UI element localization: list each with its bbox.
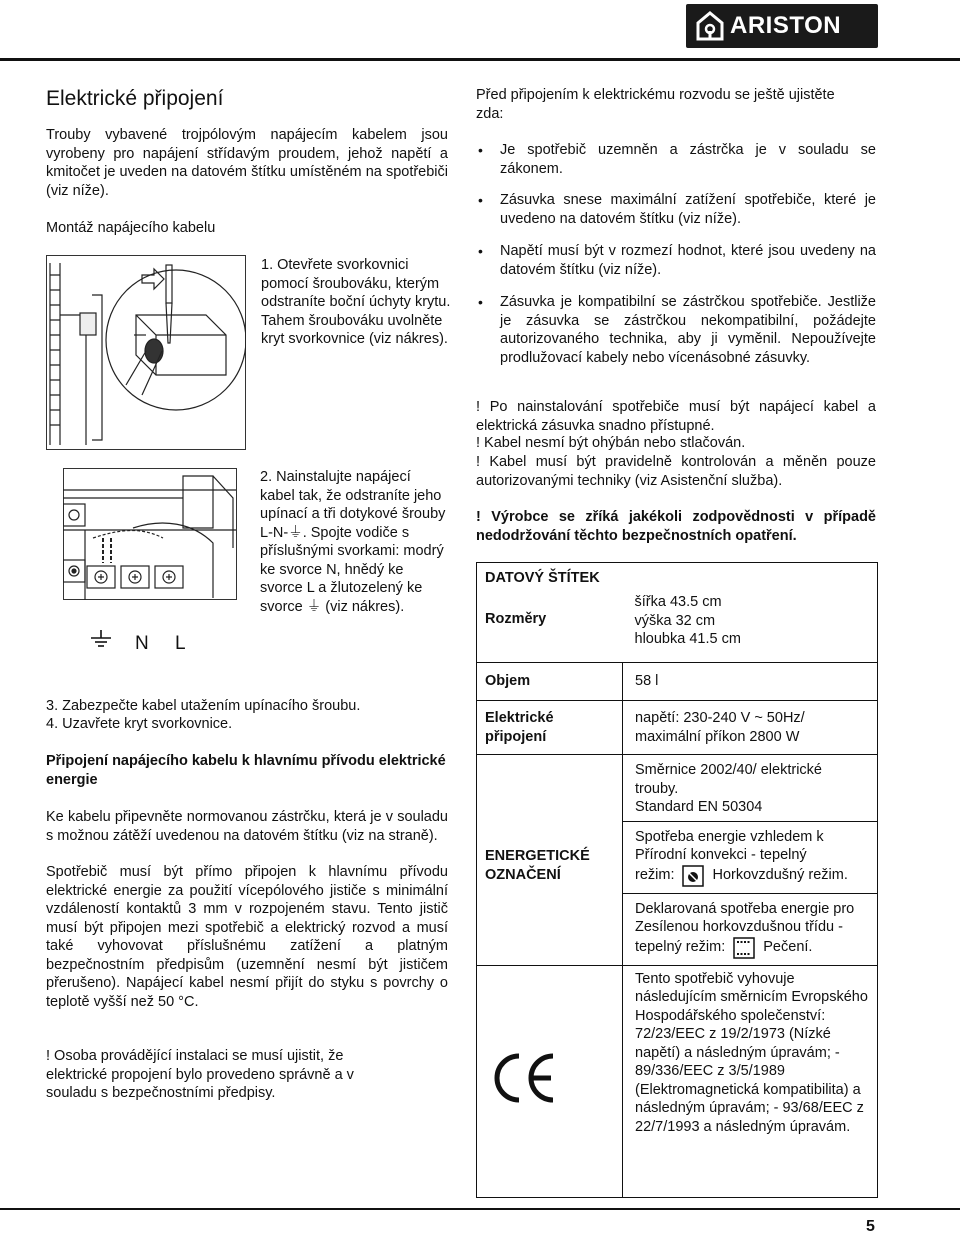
energy-label-line-1: ENERGETICKÉ — [485, 848, 590, 865]
table-row — [477, 663, 878, 701]
terminal-box-opening-figure — [46, 255, 246, 450]
energy-label-cell — [477, 755, 623, 966]
connect-heading: Připojení napájecího kabelu k hlavnímu přívodu elektrické energie — [46, 753, 446, 788]
elec-power: maximální příkon 2800 W — [635, 728, 800, 745]
connect-paragraph-3: ! Osoba provádějící instalaci se musí ujistit, že elektrické propojení bylo provedeno správně a v souladu s bezpečnostními předpisy. — [46, 1048, 354, 1101]
plate-title: DATOVÝ ŠTÍTEK — [485, 570, 600, 586]
energy-baking-prefix: tepelný režim: — [635, 939, 726, 956]
terminal-n-label: N — [135, 633, 149, 654]
table-row — [477, 701, 878, 755]
checklist — [476, 141, 876, 381]
page-number: 5 — [866, 1218, 875, 1235]
header-rule — [0, 58, 960, 61]
elec-voltage: napětí: 230-240 V ~ 50Hz/ — [635, 710, 805, 726]
energy-mode-prefix: režim: — [635, 867, 675, 884]
volume-value: 58 l — [623, 663, 878, 701]
volume-label: Objem — [477, 663, 623, 701]
energy-baking-block — [623, 894, 877, 965]
energy-directive: Směrnice 2002/40/ elektrické trouby. — [635, 762, 822, 797]
dims-depth: hloubka 41.5 cm — [634, 631, 741, 647]
connect-paragraph-2: Spotřebič musí být přímo připojen k hlavnímu přívodu elektrické energie za použití vícepólového jističe s minimální vzdáleností kontaktů 3 mm v rozpojeném stavu. Tento jistič musí být připojen mezi spotřebič a elektrický rozvod a musí také vyhovovat příslušnému zatížení a platným bezpečnostním předpisům (uzemnění nesmí být jističem přerušeno). Napájecí kabel nesmí přijít do styku s povrchy o teplotě vyšší než 50 °C. — [46, 864, 448, 1010]
table-row — [477, 755, 878, 966]
step-4: 4. Uzavřete kryt svorkovnice. — [46, 716, 233, 732]
dims-cell — [623, 563, 878, 663]
ce-text: Tento spotřebič vyhovuje následujícím směrnicím Evropského Hospodářského společenství: 72/23/EEC z 19/2/1973 (Nízké napětí) a následným úpravám; - 89/336/EEC z 3/5/1989 (Elektromagnetická kompatibilita) a následným úpravám; - 93/68/EEC z 22/7/1993 a následným úpravám. — [623, 965, 878, 1197]
data-plate-table — [476, 562, 878, 1198]
plate-label-cell — [477, 563, 623, 663]
warning-1: ! Po nainstalování spotřebiče musí být napájecí kabel a elektrická zásuvka snadno přístupné. — [476, 399, 876, 434]
house-icon — [696, 11, 724, 41]
elec-label-line-1: Elektrické — [485, 710, 554, 726]
checklist-item: • Napětí musí být v rozmezí hodnot, které jsou uvedeny na datovém štítku (viz níže). — [476, 242, 876, 279]
elec-value-cell — [623, 701, 878, 755]
warning-3: ! Kabel musí být pravidelně kontrolován a měněn pouze autorizovanými techniky (viz Asistenční služba). — [476, 454, 876, 489]
dims-height: výška 32 cm — [634, 612, 716, 629]
energy-value-cell — [623, 755, 878, 966]
fan-oven-icon — [682, 865, 704, 887]
connect-paragraph-1: Ke kabelu připevněte normovanou zástrčku, která je v souladu s možnou zátěží uvedenou na datovém štítku (viz na straně). — [46, 809, 448, 844]
energy-standard: Standard EN 50304 — [635, 799, 763, 815]
terminal-wiring-figure — [63, 468, 237, 661]
table-row — [477, 563, 878, 663]
ce-mark-cell — [477, 965, 623, 1197]
warning-4: ! Výrobce se zříká jakékoli zodpovědnosti v případě nedodržování těchto bezpečnostních opatření. — [476, 509, 876, 544]
checklist-item: • Zásuvka snese maximální zatížení spotřebiče, které je uvedeno na datovém štítku (viz níže). — [476, 191, 876, 228]
energy-mode-name: Horkovzdušný režim. — [712, 867, 848, 884]
ground-symbol-icon — [91, 630, 111, 646]
terminal-l-label: L — [175, 633, 186, 654]
ce-mark-icon — [489, 1048, 559, 1108]
top-bottom-heat-icon — [733, 937, 755, 959]
energy-convection-text: Spotřeba energie vzhledem k Přírodní konvekci - tepelný — [635, 828, 824, 863]
energy-baking-text: Deklarovaná spotřeba energie pro Zesílenou horkovzdušnou třídu - — [635, 900, 855, 935]
energy-baking-name: Pečení. — [763, 939, 813, 956]
elec-label-line-2: připojení — [485, 728, 547, 745]
elec-label-cell — [477, 701, 623, 755]
energy-convection-block — [623, 822, 877, 894]
energy-convection-mode-line — [635, 865, 869, 887]
warning-2: ! Kabel nesmí být ohýbán nebo stlačován. — [476, 435, 746, 451]
checklist-item: • Je spotřebič uzemněn a zástrčka je v souladu se zákonem. — [476, 141, 876, 178]
energy-baking-mode-line — [635, 937, 869, 959]
intro-paragraph: Trouby vybavené trojpólovým napájecím kabelem jsou vyrobeny pro napájení střídavým proudem, jehož napětí a kmitočet je uveden na datovém štítku umístěném na spotřebiči (viz níže). — [46, 127, 448, 199]
dims-width: šířka 43.5 cm — [634, 594, 722, 610]
right-intro: Před připojením k elektrickému rozvodu se ještě ujistěte zda: — [476, 87, 835, 122]
mount-heading: Montáž napájecího kabelu — [46, 220, 216, 236]
step-2: 2. Nainstalujte napájecí kabel tak, že odstraníte jeho upínací a tři dotykové šrouby L-N-⏚. Spojte vodiče s příslušnými svorkami: modrý ke svorce N, hnědý ke svorce L a žlutozelený ke svorce ⏚ (viz nákres). — [260, 469, 446, 615]
brand-name: ARISTON — [730, 12, 842, 39]
energy-directive-block — [623, 755, 877, 822]
step-1: 1. Otevřete svorkovnici pomocí šroubováku, kterým odstraníte boční úchyty krytu. Tahem šroubováku uvolněte kryt svorkovnice (viz nákres). — [261, 257, 451, 347]
step-3: 3. Zabezpečte kabel utažením upínacího šroubu. — [46, 698, 361, 714]
footer-rule — [0, 1208, 960, 1210]
checklist-item: • Zásuvka je kompatibilní se zástrčkou spotřebiče. Jestliže je zásuvka se zástrčkou nekompatibilní, požádejte autorizovaného technika, aby ji vyměnil. Nepoužívejte prodlužovací kabely nebo vícenásobné zásuvky. — [476, 293, 876, 367]
dims-label: Rozměry — [485, 610, 547, 627]
page-title: Elektrické připojení — [46, 87, 224, 110]
energy-label-line-2: OZNAČENÍ — [485, 866, 561, 883]
brand-logo — [686, 4, 878, 48]
table-row — [477, 965, 878, 1197]
